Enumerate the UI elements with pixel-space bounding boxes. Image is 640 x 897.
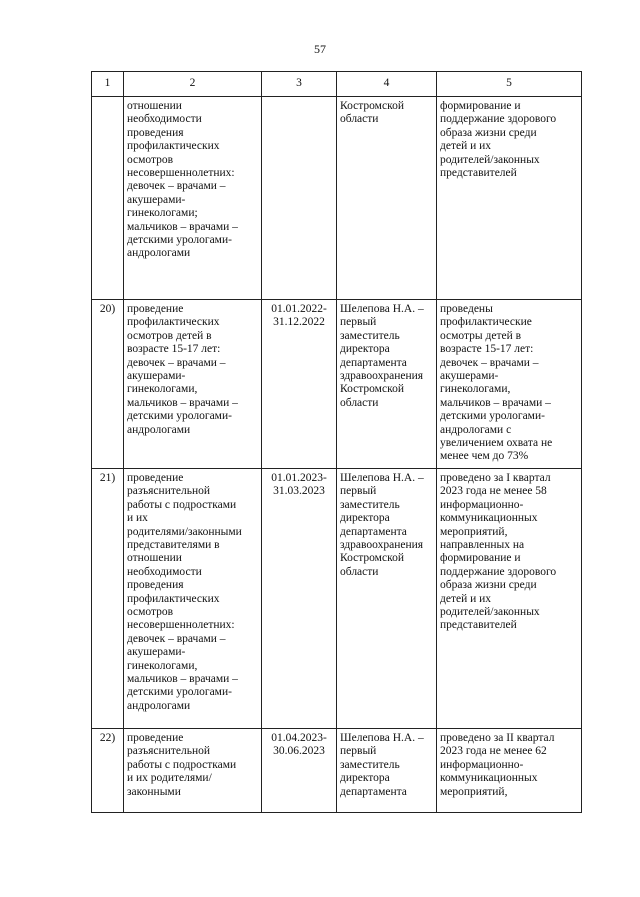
measure-cell [124,468,262,728]
responsible-cell [337,97,437,300]
cell-line: директора [340,512,390,525]
cell-line: мальчиков – врачами – [127,220,238,233]
cell-line: менее чем до 73% [440,450,529,463]
result-cell [437,300,582,469]
cell-line: андрологами [127,699,191,712]
cell-line: области [340,565,379,578]
cell-line: формирование и [440,552,521,565]
cell-line: осмотров [127,605,174,618]
cell-line: представителей [440,167,517,180]
cell-line: девочек – врачами – [440,356,539,369]
cell-line: 2023 года не менее 58 [440,485,547,498]
cell-line: родителей/законных [440,605,540,618]
cell-line: поддержание здорового [440,113,557,126]
cell-line: гинекологами, [127,383,198,396]
cell-line: детскими урологами- [127,234,232,247]
cell-line: департамента [340,525,407,538]
header-cell: 2 [124,72,262,97]
cell-line: осмотров [127,153,174,166]
cell-line: представителями в [127,538,220,551]
cell-line: родителями/законными [127,525,242,538]
row-number-cell: 22) [92,728,124,812]
cell-line: области [340,396,379,409]
cell-line: здравоохранения [340,370,424,383]
dates-cell [262,728,337,812]
header-cell: 1 [92,72,124,97]
cell-line: и их [127,512,148,525]
header-cell: 4 [337,72,437,97]
cell-line: представителей [440,619,517,632]
cell-line: 31.12.2022 [273,316,325,329]
cell-line: акушерами- [127,193,186,206]
measure-cell [124,300,262,469]
cell-line: мальчиков – врачами – [440,396,551,409]
cell-line: директора [340,772,390,785]
cell-line: коммуникационных [440,512,538,525]
cell-line: детей и их [440,140,492,153]
cell-line: проведение [127,731,184,744]
page-number: 57 [314,42,326,56]
cell-line: Шелепова Н.А. – [340,303,424,315]
cell-line: проведены [440,303,493,315]
cell-line: направленных на [440,538,525,551]
cell-line: Костромской [340,100,404,112]
result-cell [437,728,582,812]
cell-line: Костромской [340,383,404,396]
cell-line: отношении [127,552,182,565]
row-number-cell: 21) [92,468,124,728]
cell-line: первый [340,316,377,329]
cell-line: здравоохранения [340,538,424,551]
table-row [92,300,582,469]
cell-line: коммуникационных [440,772,538,785]
responsible-cell [337,468,437,728]
cell-line: разъяснительной [127,485,211,498]
cell-line: профилактических [127,316,220,329]
cell-line: детскими урологами- [127,410,232,423]
cell-line: девочек – врачами – [127,180,226,193]
cell-line: и их родителями/ [127,772,212,785]
cell-line: детей и их [440,592,492,605]
row-number-cell [92,97,124,300]
cell-line: андрологами [127,423,191,436]
header-cell: 3 [262,72,337,97]
dates-cell [262,300,337,469]
cell-line: осмотров детей в [127,329,212,342]
cell-line: проведение [127,471,184,484]
cell-line: департамента [340,785,407,798]
cell-line: андрологами [127,247,191,260]
cell-line: мероприятий, [440,785,508,798]
responsible-cell [337,728,437,812]
cell-line: департамента [340,356,407,369]
cell-line: проведение [127,303,184,315]
cell-line: девочек – врачами – [127,632,226,645]
cell-line: первый [340,485,377,498]
dates-cell [262,468,337,728]
table-row [92,468,582,728]
cell-line: заместитель [340,758,400,771]
cell-line: 01.01.2022- [271,303,327,315]
cell-line: возрасте 15-17 лет: [127,343,221,356]
cell-line: гинекологами; [127,207,198,220]
cell-line: несовершеннолетних: [127,167,235,180]
cell-line: гинекологами, [440,383,511,396]
cell-line: Костромской [340,552,404,565]
table-row [92,97,582,300]
cell-line: формирование и [440,100,521,112]
dates-cell [262,97,337,300]
cell-line: акушерами- [127,646,186,659]
cell-line: проведено за I квартал [440,471,551,484]
cell-line: 01.01.2023- [271,471,327,484]
header-cell: 5 [437,72,582,97]
cell-line: акушерами- [440,370,499,383]
cell-line: 01.04.2023- [271,731,327,744]
cell-line: работы с подростками [127,758,237,771]
cell-line: проведено за II квартал [440,731,555,744]
measures-table [91,71,582,813]
cell-line: родителей/законных [440,153,540,166]
cell-line: первый [340,745,377,758]
cell-line: андрологами с [440,423,512,436]
cell-line: осмотры детей в [440,329,522,342]
cell-line: акушерами- [127,370,186,383]
cell-line: 31.03.2023 [273,485,325,498]
cell-line: работы с подростками [127,498,237,511]
responsible-cell [337,300,437,469]
cell-line: области [340,113,379,126]
cell-line: образа жизни среди [440,579,537,592]
measure-cell [124,728,262,812]
cell-line: законными [127,785,181,798]
cell-line: 2023 года не менее 62 [440,745,547,758]
cell-line: девочек – врачами – [127,356,226,369]
cell-line: детскими урологами- [440,410,545,423]
cell-line: увеличением охвата не [440,437,553,450]
cell-line: поддержание здорового [440,565,557,578]
cell-line: мальчиков – врачами – [127,672,238,685]
table-header-row [92,72,582,97]
cell-line: заместитель [340,498,400,511]
cell-line: мальчиков – врачами – [127,396,238,409]
cell-line: Шелепова Н.А. – [340,731,424,744]
cell-line: директора [340,343,390,356]
cell-line: заместитель [340,329,400,342]
measure-cell [124,97,262,300]
cell-line: мероприятий, [440,525,508,538]
cell-line: информационно- [440,498,524,511]
result-cell [437,97,582,300]
cell-line: профилактических [127,140,220,153]
cell-line: гинекологами, [127,659,198,672]
cell-line: разъяснительной [127,745,211,758]
cell-line: необходимости [127,113,202,126]
cell-line: профилактических [127,592,220,605]
cell-line: 30.06.2023 [273,745,325,758]
result-cell [437,468,582,728]
cell-line: необходимости [127,565,202,578]
cell-line: профилактические [440,316,532,329]
cell-line: Шелепова Н.А. – [340,471,424,484]
row-number-cell: 20) [92,300,124,469]
cell-line: несовершеннолетних: [127,619,235,632]
cell-line: возрасте 15-17 лет: [440,343,534,356]
cell-line: информационно- [440,758,524,771]
cell-line: детскими урологами- [127,686,232,699]
cell-line: образа жизни среди [440,126,537,139]
table-row [92,728,582,812]
cell-line: проведения [127,579,184,592]
cell-line: проведения [127,126,184,139]
cell-line: отношении [127,100,182,112]
